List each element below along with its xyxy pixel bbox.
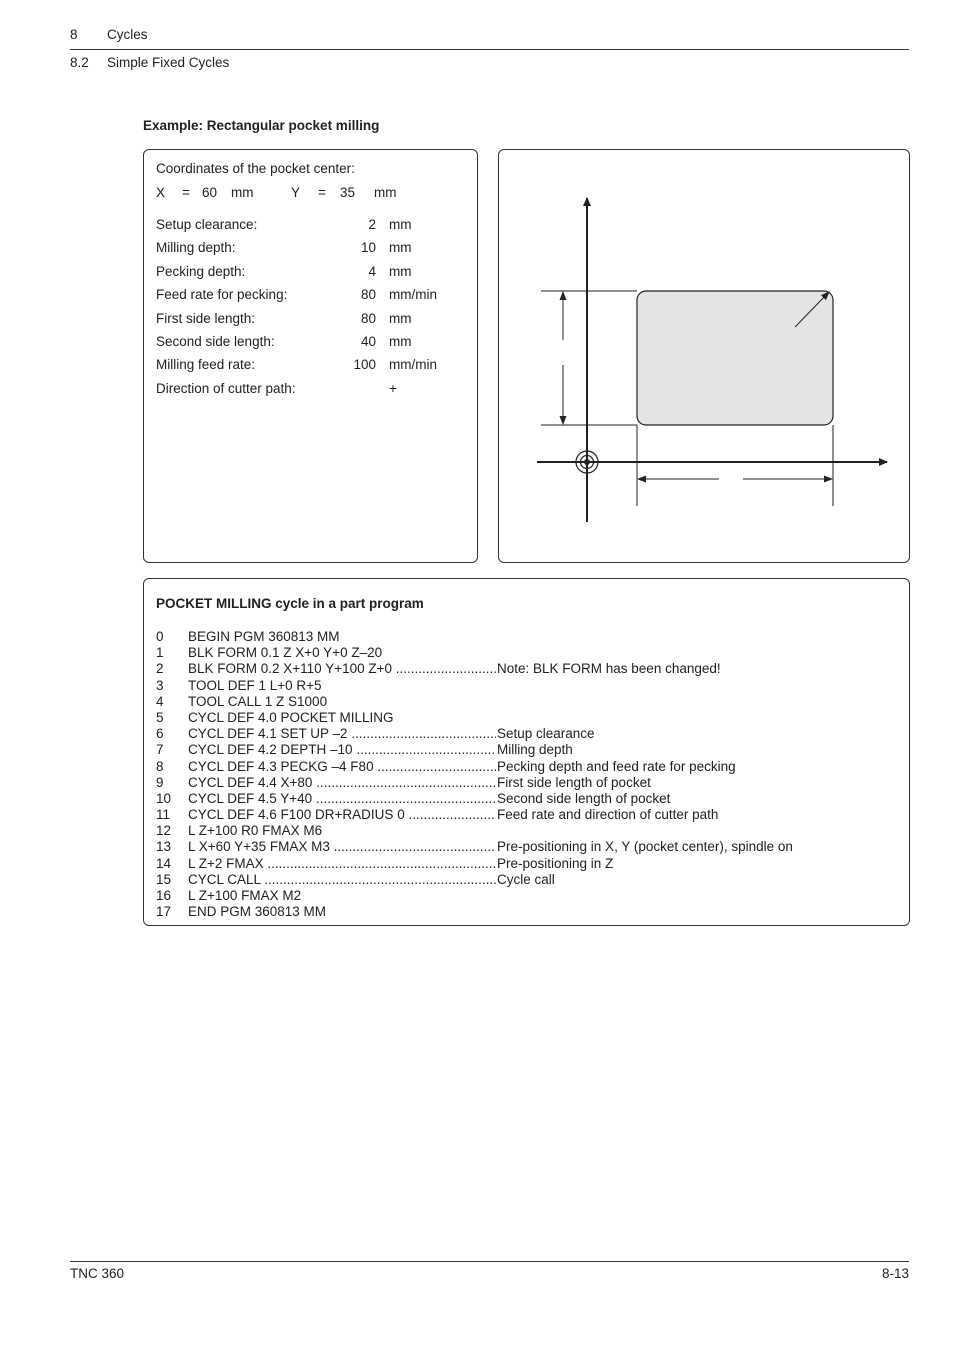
param-value: 2	[368, 217, 376, 232]
param-unit: mm	[389, 264, 412, 279]
param-label: Setup clearance:	[156, 217, 258, 232]
line-number: 17	[156, 904, 172, 920]
code-with-leader	[188, 726, 496, 742]
line-number: 8	[156, 758, 164, 774]
param-label: First side length:	[156, 311, 256, 326]
program-code: L X+60 Y+35 FMAX M3	[188, 839, 330, 855]
program-line	[156, 661, 896, 677]
line-number: 1	[156, 645, 164, 661]
program-line	[156, 775, 896, 791]
program-code: END PGM 360813 MM	[188, 904, 327, 920]
program-line	[156, 694, 896, 710]
param-unit: mm	[389, 311, 412, 326]
program-code: BLK FORM 0.2 X+110 Y+100 Z+0	[188, 661, 392, 677]
program-line	[156, 807, 896, 823]
line-number: 5	[156, 709, 164, 725]
pocket-rectangle	[637, 291, 833, 425]
param-value: 80	[360, 311, 376, 326]
coord-x-unit: mm	[231, 185, 254, 200]
line-number: 4	[156, 693, 164, 709]
param-unit: mm	[389, 334, 412, 349]
program-comment: Second side length of pocket	[497, 790, 671, 806]
program-title: POCKET MILLING cycle in a part program	[156, 596, 424, 611]
param-value: 100	[353, 357, 376, 372]
program-code: TOOL CALL 1 Z S1000	[188, 693, 328, 709]
code-with-leader	[188, 661, 496, 677]
program-box	[143, 578, 910, 926]
program-code: L Z+100 R0 FMAX M6	[188, 823, 323, 839]
footer-page-number: 8-13	[881, 1266, 909, 1281]
code-with-leader	[188, 775, 496, 791]
header-rule	[70, 49, 909, 50]
program-comment: Pre-positioning in Z	[497, 855, 614, 871]
program-line	[156, 888, 896, 904]
param-unit: +	[389, 381, 397, 396]
program-comment: Setup clearance	[497, 726, 595, 742]
line-number: 12	[156, 823, 172, 839]
program-line	[156, 710, 896, 726]
section-number: 8.2	[70, 55, 89, 70]
code-with-leader	[188, 872, 496, 888]
program-code: BLK FORM 0.1 Z X+0 Y+0 Z–20	[188, 645, 383, 661]
param-label: Direction of cutter path:	[156, 381, 296, 396]
param-unit: mm/min	[389, 287, 437, 302]
coord-y-label: Y	[291, 185, 301, 200]
param-value: 10	[360, 240, 376, 255]
parameters-box	[143, 149, 478, 563]
param-unit: mm	[389, 240, 412, 255]
program-listing	[156, 629, 896, 920]
line-number: 2	[156, 661, 164, 677]
coord-x-label: X	[156, 185, 166, 200]
program-comment: Note: BLK FORM has been changed!	[497, 661, 721, 677]
program-code: BEGIN PGM 360813 MM	[188, 629, 340, 644]
line-number: 6	[156, 726, 164, 742]
footer-rule	[70, 1261, 909, 1262]
chapter-header	[70, 27, 148, 42]
line-number: 15	[156, 871, 172, 887]
program-comment: Feed rate and direction of cutter path	[497, 807, 719, 823]
code-with-leader	[188, 807, 496, 823]
param-unit: mm/min	[389, 357, 437, 372]
program-code: CYCL DEF 4.4 X+80	[188, 774, 313, 790]
code-with-leader	[188, 791, 496, 807]
program-line	[156, 856, 896, 872]
code-with-leader	[188, 856, 496, 872]
coord-x-eq: =	[182, 185, 190, 200]
program-line	[156, 791, 896, 807]
param-label: Feed rate for pecking:	[156, 287, 288, 302]
line-number: 3	[156, 677, 164, 693]
program-code: CYCL DEF 4.1 SET UP –2	[188, 726, 348, 742]
program-line	[156, 839, 896, 855]
line-number: 9	[156, 774, 164, 790]
program-code: CYCL DEF 4.2 DEPTH –10	[188, 742, 353, 758]
program-line	[156, 823, 896, 839]
line-number: 11	[156, 807, 171, 823]
line-number: 10	[156, 790, 172, 806]
param-value: 40	[360, 334, 376, 349]
param-unit: mm	[389, 217, 412, 232]
figure-box	[498, 149, 910, 563]
line-number: 14	[156, 855, 172, 871]
program-code: CYCL DEF 4.6 F100 DR+RADIUS 0	[188, 807, 405, 823]
program-code: CYCL DEF 4.0 POCKET MILLING	[188, 709, 394, 725]
program-comment: Cycle call	[497, 871, 555, 887]
example-title: Example: Rectangular pocket milling	[143, 118, 380, 133]
program-line	[156, 645, 896, 661]
param-label: Milling feed rate:	[156, 357, 256, 372]
param-value: 80	[360, 287, 376, 302]
program-line	[156, 726, 896, 742]
chapter-title: Cycles	[107, 27, 148, 42]
param-label: Second side length:	[156, 334, 275, 349]
coord-x-value: 60	[202, 185, 218, 200]
program-line	[156, 629, 896, 645]
program-comment: Milling depth	[497, 742, 573, 758]
line-number: 7	[156, 742, 164, 758]
chapter-number: 8	[70, 27, 78, 42]
line-number: 16	[156, 888, 172, 903]
program-comment: Pecking depth and feed rate for pecking	[497, 758, 736, 774]
program-code: L Z+2 FMAX	[188, 855, 264, 871]
program-comment: Pre-positioning in X, Y (pocket center), spindle on	[497, 839, 793, 855]
program-line	[156, 742, 896, 758]
coord-heading: Coordinates of the pocket center:	[156, 161, 355, 176]
code-with-leader	[188, 742, 496, 758]
param-label: Milling depth:	[156, 240, 236, 255]
program-code: CYCL DEF 4.5 Y+40	[188, 790, 313, 806]
line-number: 0	[156, 629, 164, 644]
coord-y-unit: mm	[374, 185, 397, 200]
param-value: 4	[368, 264, 376, 279]
coord-y-eq: =	[318, 185, 326, 200]
param-label: Pecking depth:	[156, 264, 246, 279]
code-with-leader	[188, 839, 496, 855]
program-code: CYCL CALL	[188, 871, 261, 887]
code-with-leader	[188, 759, 496, 775]
program-line	[156, 759, 896, 775]
program-comment: First side length of pocket	[497, 774, 651, 790]
program-line	[156, 678, 896, 694]
section-title: Simple Fixed Cycles	[107, 55, 230, 70]
coord-y-value: 35	[340, 185, 356, 200]
program-code: L Z+100 FMAX M2	[188, 888, 302, 903]
program-line	[156, 872, 896, 888]
program-code: TOOL DEF 1 L+0 R+5	[188, 677, 322, 693]
pocket-diagram	[499, 150, 909, 562]
line-number: 13	[156, 839, 172, 855]
section-header	[70, 55, 229, 70]
program-line	[156, 904, 896, 920]
program-code: CYCL DEF 4.3 PECKG –4 F80	[188, 758, 374, 774]
footer-product: TNC 360	[70, 1266, 125, 1281]
